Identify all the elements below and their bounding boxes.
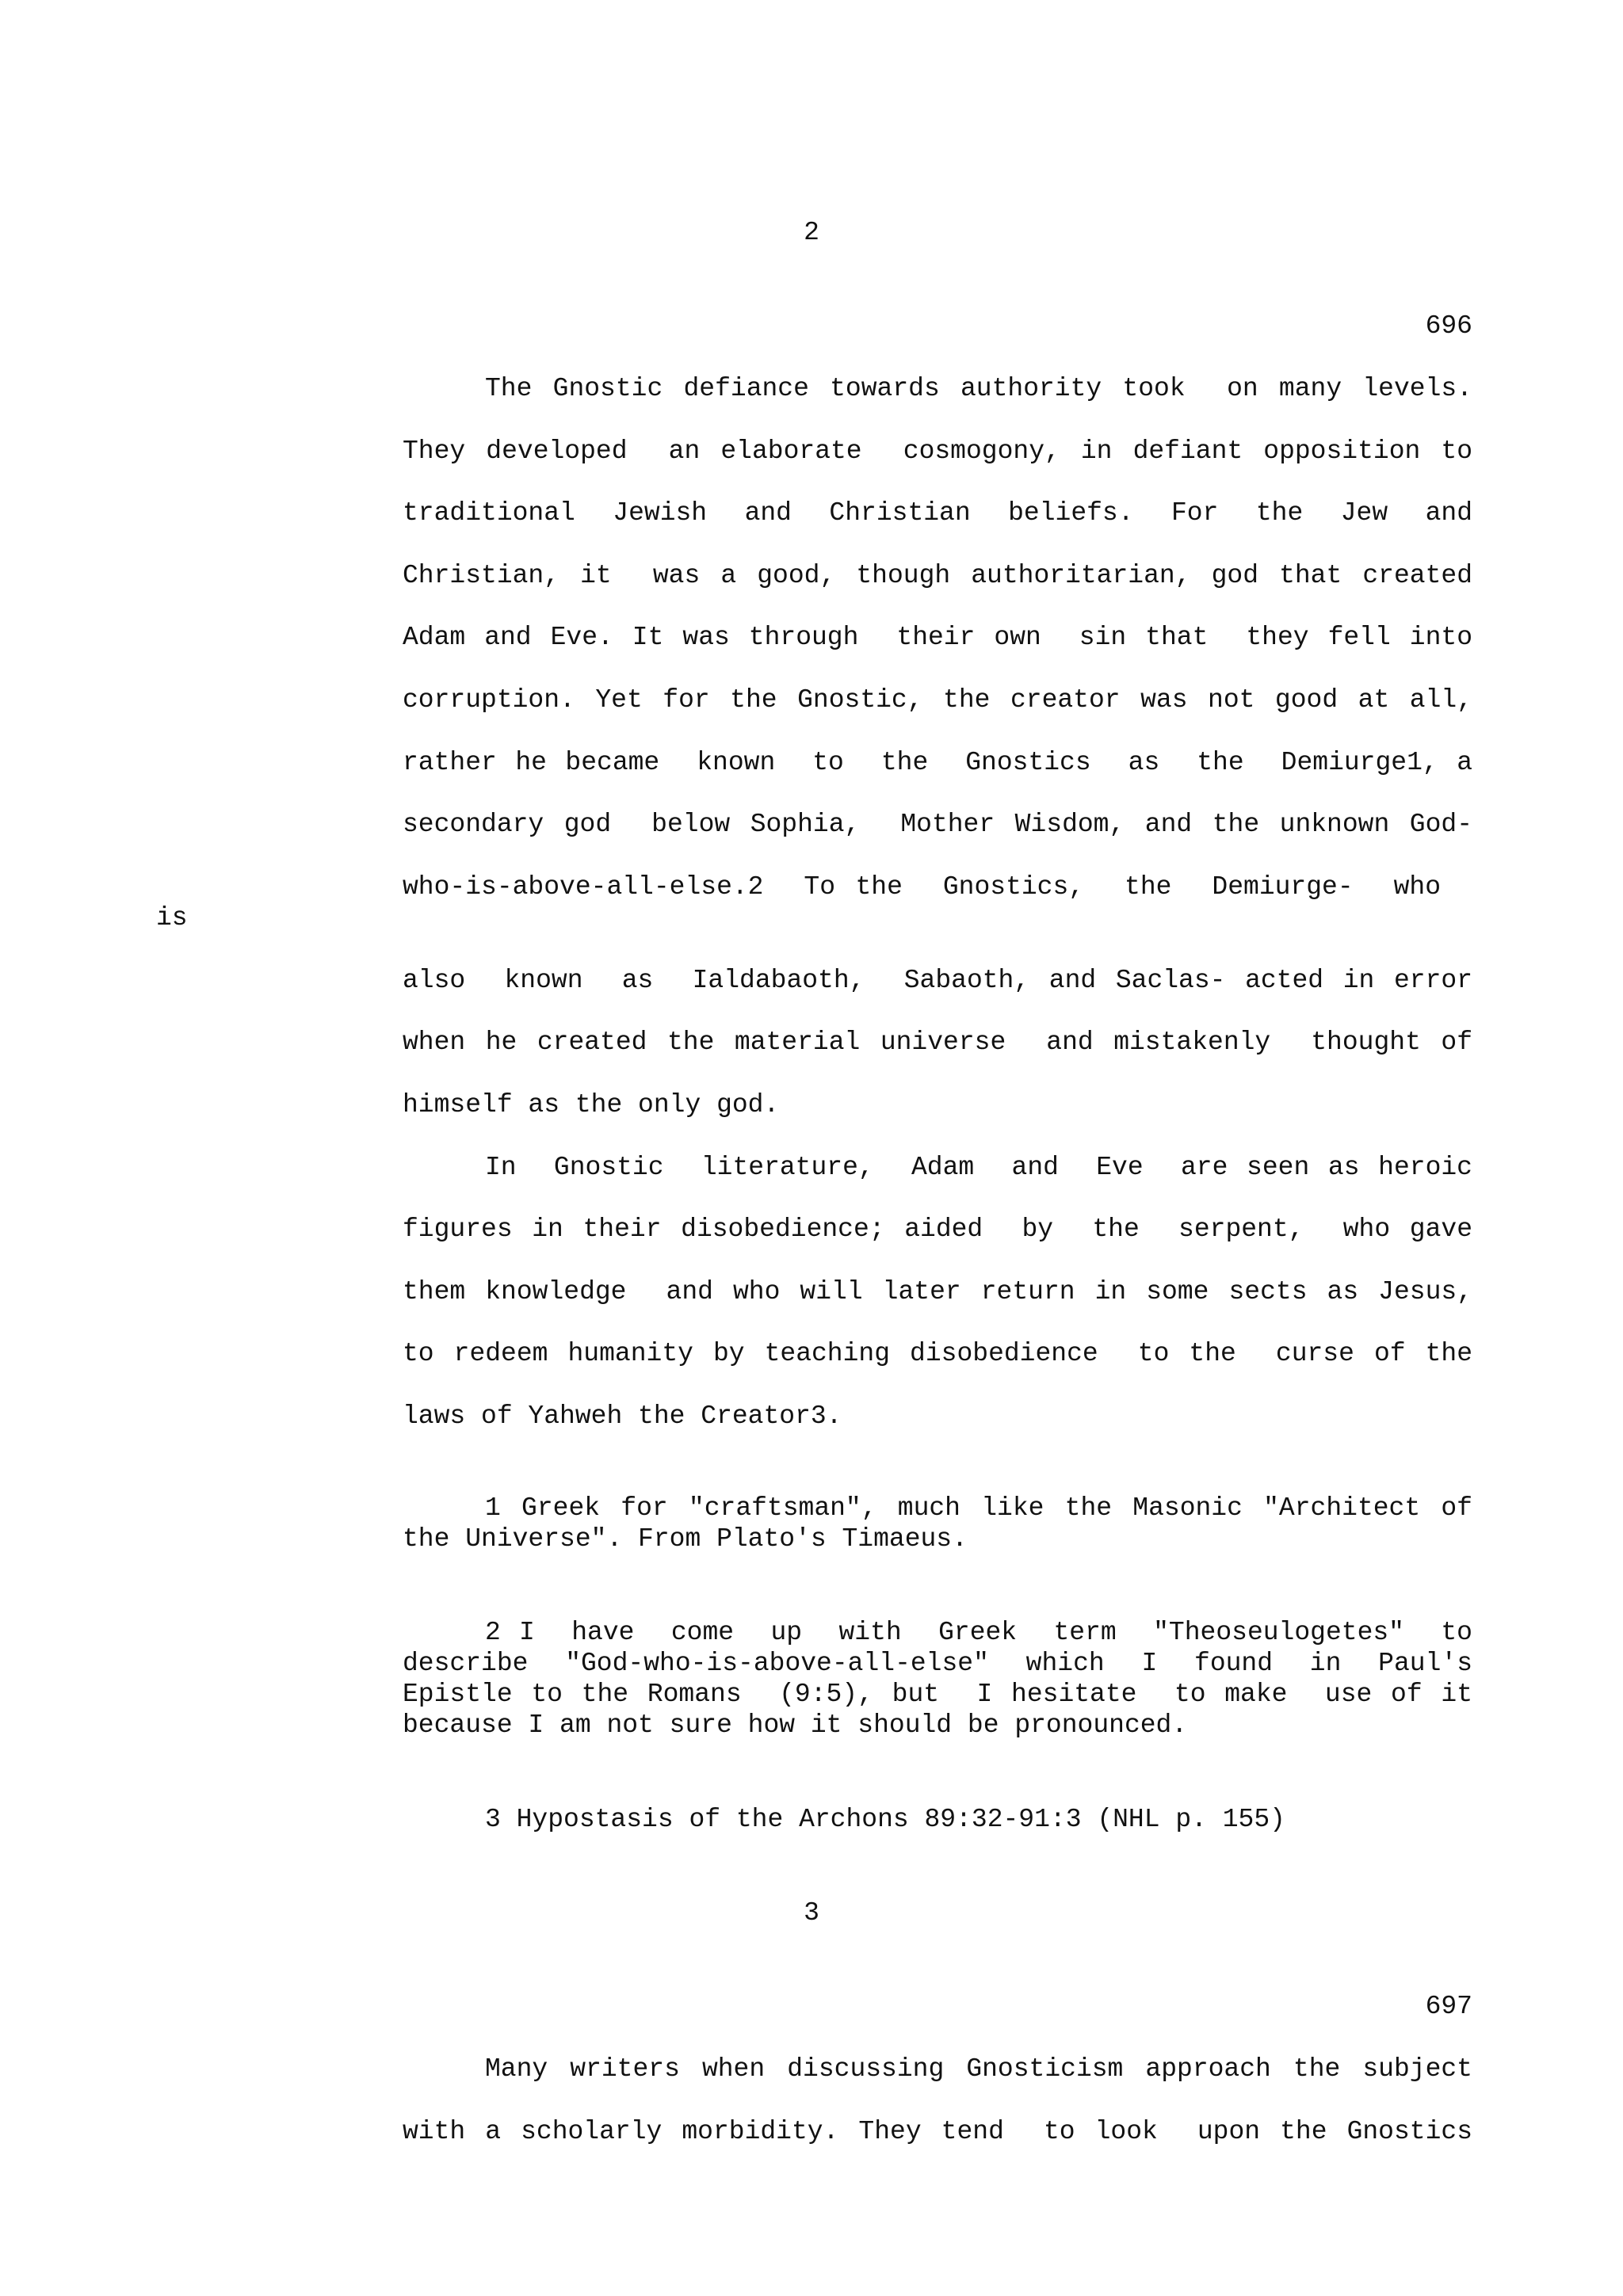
footnote-2: because I am not sure how it should be pronounced. — [403, 1711, 1188, 1740]
footnote-2: Epistle to the Romans (9:5), but I hesitate to make use of it — [403, 1680, 1472, 1709]
body-text-line: In Gnostic literature, Adam and Eve are seen as heroic — [485, 1153, 1472, 1182]
book-page-number: 697 — [1425, 1992, 1472, 2021]
pdf-page-number: 2 — [804, 218, 819, 247]
body-text-line: them knowledge and who will later return in some sects as Jesus, — [403, 1277, 1472, 1306]
body-text-line: himself as the only god. — [403, 1090, 780, 1119]
footnote-1: 1 Greek for "craftsman", much like the Masonic "Architect of — [485, 1493, 1472, 1523]
body-text-line: secondary god below Sophia, Mother Wisdom, and the unknown God- — [403, 810, 1472, 839]
body-text-line: with a scholarly morbidity. They tend to look upon the Gnostics — [403, 2117, 1472, 2146]
footnote-3: 3 Hypostasis of the Archons 89:32-91:3 (NHL p. 155) — [485, 1805, 1285, 1834]
body-text-line: to redeem humanity by teaching disobedience to the curse of the — [403, 1339, 1472, 1368]
body-text-line: when he created the material universe and mistakenly thought of — [403, 1028, 1472, 1057]
body-text-line: rather he became known to the Gnostics as the Demiurge1, a — [403, 748, 1472, 777]
body-text-line: figures in their disobedience; aided by the serpent, who gave — [403, 1215, 1472, 1244]
body-text-line: They developed an elaborate cosmogony, in defiant opposition to — [403, 437, 1472, 466]
body-text-line: also known as Ialdabaoth, Sabaoth, and Saclas- acted in error — [403, 966, 1472, 995]
body-text-line: laws of Yahweh the Creator3. — [403, 1402, 842, 1431]
footnote-2: describe "God-who-is-above-all-else" which I found in Paul's — [403, 1649, 1472, 1678]
body-text-line: corruption. Yet for the Gnostic, the creator was not good at all, — [403, 685, 1472, 715]
body-text-line: Many writers when discussing Gnosticism approach the subject — [485, 2054, 1472, 2084]
book-page-number: 696 — [1425, 311, 1472, 341]
footnote-2: 2 I have come up with Greek term "Theoseulogetes" to — [485, 1618, 1472, 1647]
body-text-line: The Gnostic defiance towards authority took on many levels. — [485, 374, 1472, 403]
body-text-line: who-is-above-all-else.2 To the Gnostics, the Demiurge- who — [403, 872, 1441, 902]
margin-overflow-word: is — [156, 903, 188, 933]
footnote-1: the Universe". From Plato's Timaeus. — [403, 1524, 968, 1554]
pdf-page-number: 3 — [804, 1898, 819, 1928]
body-text-line: Adam and Eve. It was through their own sin that they fell into — [403, 623, 1472, 652]
body-text-line: Christian, it was a good, though authoritarian, god that created — [403, 561, 1472, 590]
body-text-line: traditional Jewish and Christian beliefs. For the Jew and — [403, 498, 1472, 528]
